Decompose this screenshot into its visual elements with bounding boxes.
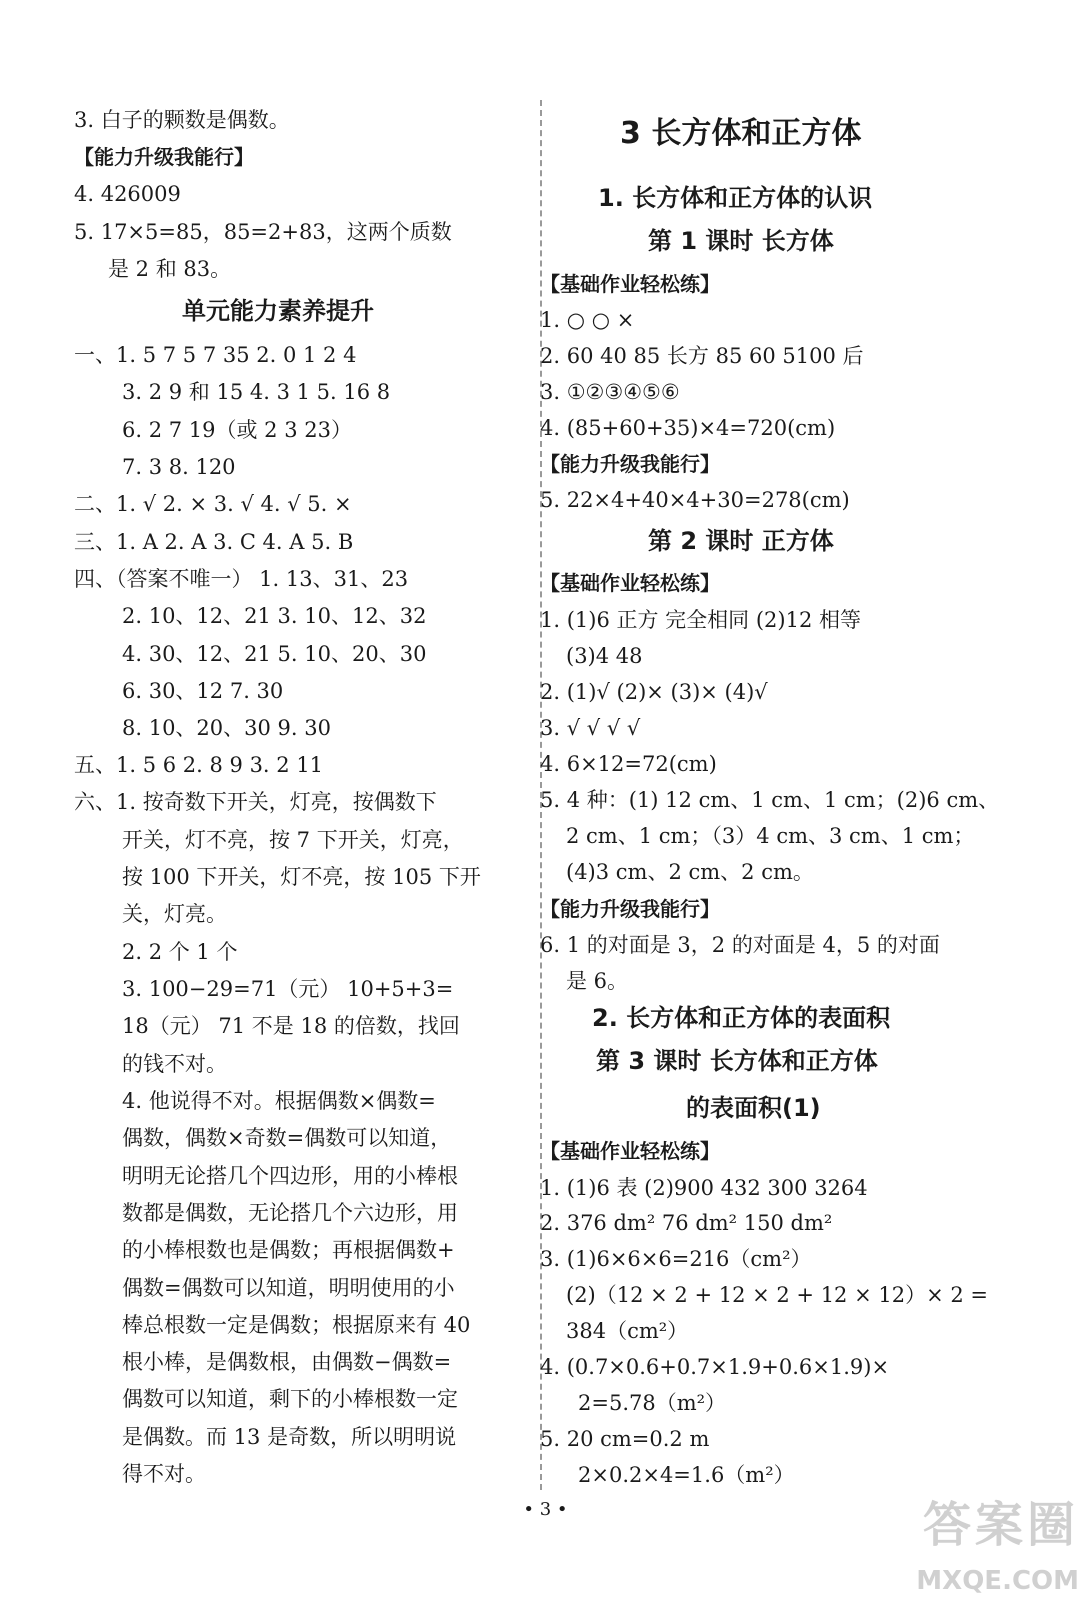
text-line: 二、1. √ 2. × 3. √ 4. √ 5. × bbox=[74, 492, 352, 516]
text-line: 根小棒，是偶数根，由偶数−偶数= bbox=[122, 1350, 452, 1374]
text-line: 六、1. 按奇数下开关，灯亮，按偶数下 bbox=[74, 790, 437, 814]
text-line: 6. 2 7 19（或 2 3 23） bbox=[122, 418, 352, 442]
text-line: 偶数=偶数可以知道，明明使用的小 bbox=[122, 1276, 455, 1300]
text-line: 2. 2 个 1 个 bbox=[122, 940, 238, 964]
section-label: 【能力升级我能行】 bbox=[540, 452, 720, 476]
watermark-text: 答案圈 bbox=[922, 1497, 1079, 1553]
text-line: 4. (0.7×0.6+0.7×1.9+0.6×1.9)× bbox=[540, 1355, 890, 1379]
text-line: 3. 2 9 和 15 4. 3 1 5. 16 8 bbox=[122, 380, 391, 404]
section-label: 【基础作业轻松练】 bbox=[540, 272, 720, 296]
text-line: 3. 100−29=71（元） 10+5+3= bbox=[122, 977, 454, 1001]
section-label: 【能力升级我能行】 bbox=[540, 897, 720, 921]
lesson-heading: 的表面积(1) bbox=[686, 1094, 821, 1122]
section-label: 【基础作业轻松练】 bbox=[540, 1139, 720, 1163]
text-line: 关，灯亮。 bbox=[122, 902, 227, 926]
text-line: 4. 6×12=72(cm) bbox=[540, 752, 717, 776]
text-line: 3. 白子的颗数是偶数。 bbox=[74, 108, 290, 132]
text-line: 2 cm、1 cm；（3）4 cm、3 cm、1 cm； bbox=[566, 824, 975, 848]
text-line: 的钱不对。 bbox=[122, 1052, 227, 1076]
text-line: 的小棒根数也是偶数；再根据偶数+ bbox=[122, 1238, 455, 1262]
text-line: 按 100 下开关，灯不亮，按 105 下开 bbox=[122, 865, 481, 889]
text-line: 2. 10、12、21 3. 10、12、32 bbox=[122, 604, 427, 628]
text-line: 4. (85+60+35)×4=720(cm) bbox=[540, 416, 836, 440]
text-line: 明明无论搭几个四边形，用的小棒根 bbox=[122, 1164, 458, 1188]
text-line: 5. 20 cm=0.2 m bbox=[540, 1427, 710, 1451]
text-line: 5. 17×5=85，85=2+83，这两个质数 bbox=[74, 220, 452, 244]
text-line: 2. 376 dm² 76 dm² 150 dm² bbox=[540, 1211, 833, 1235]
text-line: 2. (1)√ (2)× (3)× (4)√ bbox=[540, 680, 768, 704]
lesson-heading: 第 3 课时 长方体和正方体 bbox=[596, 1047, 878, 1075]
text-line: 2. 60 40 85 长方 85 60 5100 后 bbox=[540, 344, 864, 368]
text-line: 2×0.2×4=1.6（m²） bbox=[578, 1463, 795, 1487]
text-line: 3. (1)6×6×6=216（cm²） bbox=[540, 1247, 812, 1271]
text-line: 2=5.78（m²） bbox=[578, 1391, 727, 1415]
section-heading: 1. 长方体和正方体的认识 bbox=[598, 184, 873, 212]
text-line: 是 6。 bbox=[566, 969, 629, 993]
text-line: (2)（12 × 2 + 12 × 2 + 12 × 12）× 2 = bbox=[566, 1283, 988, 1307]
text-line: 得不对。 bbox=[122, 1462, 206, 1486]
chapter-heading: 3 长方体和正方体 bbox=[620, 116, 862, 151]
text-line: 1. (1)6 表 (2)900 432 300 3264 bbox=[540, 1176, 868, 1200]
unit-heading: 单元能力素养提升 bbox=[182, 297, 374, 325]
text-line: 五、1. 5 6 2. 8 9 3. 2 11 bbox=[74, 753, 324, 777]
watermark-logo bbox=[895, 1496, 1085, 1596]
text-line: 5. 22×4+40×4+30=278(cm) bbox=[540, 488, 850, 512]
text-line: 3. √ √ √ √ bbox=[540, 716, 641, 740]
text-line: 1. ○ ○ × bbox=[540, 308, 635, 332]
text-line: 开关，灯不亮，按 7 下开关，灯亮， bbox=[122, 828, 464, 852]
text-line: 数都是偶数，无论搭几个六边形，用 bbox=[122, 1201, 458, 1225]
text-line: 8. 10、20、30 9. 30 bbox=[122, 716, 331, 740]
text-line: 6. 1 的对面是 3，2 的对面是 4，5 的对面 bbox=[540, 933, 940, 957]
text-line: 7. 3 8. 120 bbox=[122, 455, 236, 479]
text-line: 棒总根数一定是偶数；根据原来有 40 bbox=[122, 1313, 471, 1337]
text-line: 6. 30、12 7. 30 bbox=[122, 679, 284, 703]
text-line: 是 2 和 83。 bbox=[108, 257, 232, 281]
text-line: 3. ①②③④⑤⑥ bbox=[540, 380, 680, 404]
lesson-heading: 第 2 课时 正方体 bbox=[648, 527, 834, 555]
text-line: 384（cm²） bbox=[566, 1319, 689, 1343]
text-line: 1. (1)6 正方 完全相同 (2)12 相等 bbox=[540, 608, 861, 632]
text-line: 是偶数。而 13 是奇数，所以明明说 bbox=[122, 1425, 457, 1449]
text-line: 偶数，偶数×奇数=偶数可以知道， bbox=[122, 1126, 452, 1150]
text-line: 三、1. A 2. A 3. C 4. A 5. B bbox=[74, 530, 354, 554]
text-line: 4. 30、12、21 5. 10、20、30 bbox=[122, 642, 427, 666]
section-label: 【能力升级我能行】 bbox=[74, 145, 254, 169]
text-line: 四、（答案不唯一） 1. 13、31、23 bbox=[74, 567, 409, 591]
section-heading: 2. 长方体和正方体的表面积 bbox=[592, 1004, 891, 1032]
text-line: 4. 426009 bbox=[74, 182, 181, 206]
text-line: 4. 他说得不对。根据偶数×偶数= bbox=[122, 1089, 436, 1113]
page-number: • 3 • bbox=[523, 1499, 568, 1520]
text-line: 一、1. 5 7 5 7 35 2. 0 1 2 4 bbox=[74, 343, 357, 367]
text-line: (3)4 48 bbox=[566, 644, 643, 668]
watermark-url: MXQE.COM bbox=[916, 1566, 1079, 1596]
text-line: 5. 4 种：(1) 12 cm、1 cm、1 cm；(2)6 cm、 bbox=[540, 788, 1000, 812]
text-line: (4)3 cm、2 cm、2 cm。 bbox=[566, 860, 814, 884]
lesson-heading: 第 1 课时 长方体 bbox=[648, 227, 834, 255]
text-line: 18（元） 71 不是 18 的倍数，找回 bbox=[122, 1014, 460, 1038]
text-line: 偶数可以知道，剩下的小棒根数一定 bbox=[122, 1387, 458, 1411]
section-label: 【基础作业轻松练】 bbox=[540, 571, 720, 595]
